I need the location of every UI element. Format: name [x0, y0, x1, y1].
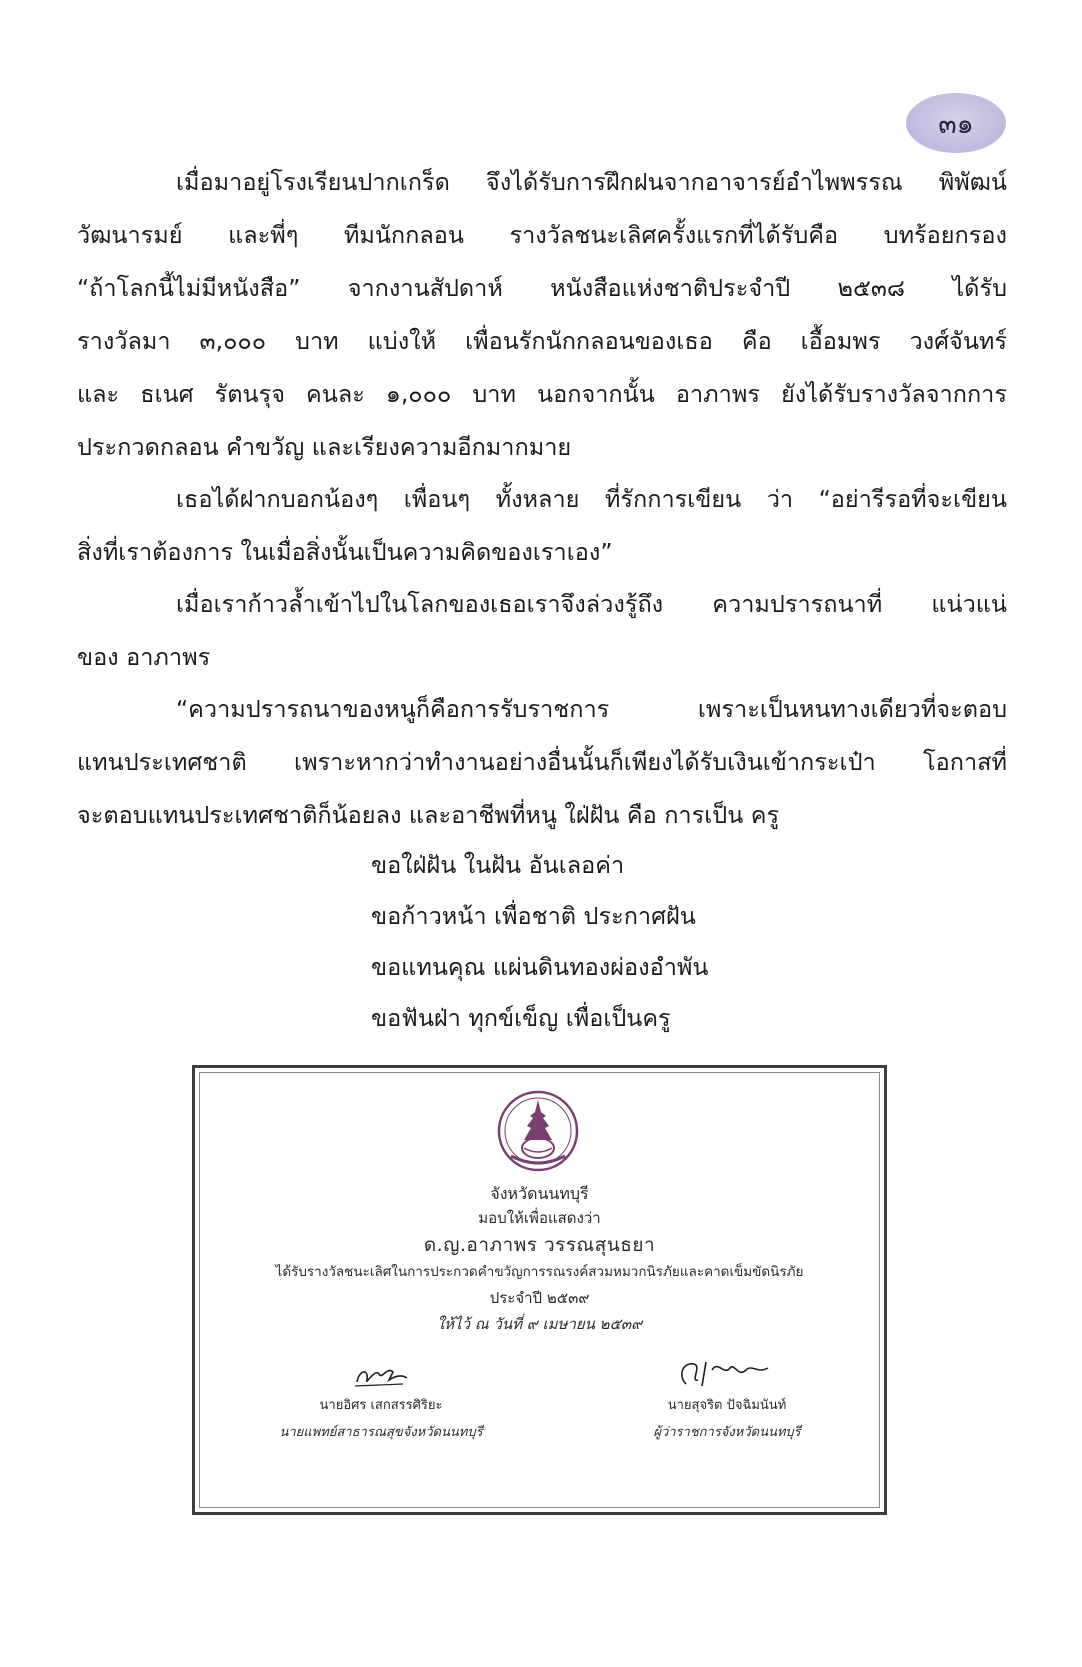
signature-block-left	[251, 1362, 511, 1442]
poem-line: ขอฟันฝ่า ทุกข์เข็ญ เพื่อเป็นครู	[371, 1004, 671, 1032]
certificate-given-to: มอบให้เพื่อแสดงว่า	[478, 1209, 601, 1227]
poem-line: ขอแทนคุณ แผ่นดินทองผ่องอำพัน	[371, 953, 709, 981]
poem-line: ขอก้าวหน้า เพื่อชาติ ประกาศฝัน	[371, 902, 696, 930]
province-seal-icon	[497, 1090, 579, 1172]
signature-left-icon	[351, 1362, 411, 1390]
text-line: สิ่งที่เราต้องการ ในเมื่อสิ่งนั้นเป็นความคิดของเราเอง”	[77, 538, 613, 566]
text-line: “ถ้าโลกนี้ไม่มีหนังสือ” จากงานสัปดาห์ หนังสือแห่งชาติประจำปี ๒๕๓๘ ได้รับ	[77, 274, 1007, 302]
signatory-title: นายแพทย์สาธารณสุขจังหวัดนนทบุรี	[279, 1425, 483, 1440]
paragraph-1	[77, 156, 1007, 474]
text-line: จะตอบแทนประเทศชาติก็น้อยลง และอาชีพที่หนู ใฝ่ฝัน คือ การเป็น ครู	[77, 801, 780, 829]
certificate-date: ให้ไว้ ณ วันที่ ๙ เมษายน ๒๕๓๙	[436, 1315, 643, 1333]
signatory-name: นายสุจริต ปัจฉิมนันท์	[667, 1398, 787, 1413]
poem-line: ขอใฝ่ฝัน ในฝัน อันเลอค่า	[371, 851, 625, 879]
text-line: เธอได้ฝากบอกน้องๆ เพื่อนๆ ทั้งหลาย ที่รักการเขียน ว่า “อย่ารีรอที่จะเขียน	[176, 485, 1007, 513]
poem	[371, 840, 708, 1044]
text-line: วัฒนารมย์ และพี่ๆ ทีมนักกลอน รางวัลชนะเลิศครั้งแรกที่ได้รับคือ บทร้อยกรอง	[77, 221, 1007, 249]
text-line: รางวัลมา ๓,๐๐๐ บาท แบ่งให้ เพื่อนรักนักกลอนของเธอ คือ เอื้อมพร วงศ์จันทร์	[77, 327, 1007, 355]
paragraph-4	[77, 683, 1007, 842]
certificate	[192, 1065, 887, 1515]
text-line: “ความปรารถนาของหนูก็คือการรับราชการ เพราะเป็นหนทางเดียวที่จะตอบ	[176, 695, 1007, 723]
signature-block-right	[597, 1356, 857, 1442]
signatory-title: ผู้ว่าราชการจังหวัดนนทบุรี	[653, 1425, 801, 1440]
certificate-year: ประจำปี ๒๕๓๙	[489, 1289, 590, 1307]
text-line: ประกวดกลอน คำขวัญ และเรียงความอีกมากมาย	[77, 433, 572, 461]
text-line: เมื่อเราก้าวล้ำเข้าไปในโลกของเธอเราจึงล่วงรู้ถึง ความปรารถนาที่ แน่วแน่	[176, 590, 1007, 618]
text-line: และ ธเนศ รัตนรุจ คนละ ๑,๐๐๐ บาท นอกจากนั้น อาภาพร ยังได้รับรางวัลจากการ	[77, 380, 1007, 408]
text-line: เมื่อมาอยู่โรงเรียนปากเกร็ด จึงได้รับการฝึกฝนจากอาจารย์อำไพพรรณ พิพัฒน์	[176, 168, 1007, 196]
page-number: ๓๑	[906, 93, 1006, 153]
certificate-recipient: ด.ญ.อาภาพร วรรณสุนธยา	[423, 1234, 656, 1256]
paragraph-3	[77, 578, 1007, 684]
signature-right-icon	[672, 1356, 782, 1390]
certificate-award: ได้รับรางวัลชนะเลิศในการประกวดคำขวัญการรณรงค์สวมหมวกนิรภัยและคาดเข็มขัดนิรภัย	[275, 1264, 804, 1280]
certificate-province: จังหวัดนนทบุรี	[490, 1184, 589, 1203]
paragraph-2	[77, 473, 1007, 579]
text-line: ของ อาภาพร	[77, 643, 211, 671]
signatory-name: นายอิศร เสกสรรศิริยะ	[319, 1398, 443, 1413]
text-line: แทนประเทศชาติ เพราะหากว่าทำงานอย่างอื่นนั้นก็เพียงได้รับเงินเข้ากระเป๋า โอกาสที่	[77, 748, 1007, 776]
